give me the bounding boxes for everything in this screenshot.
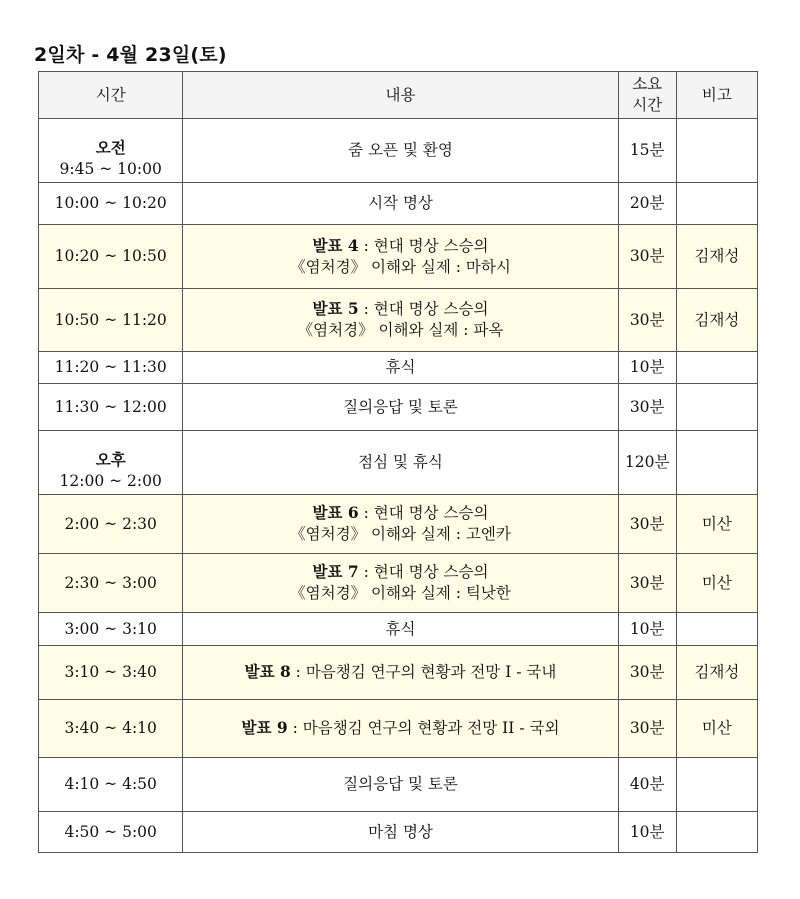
note-cell [676, 431, 757, 495]
table-row [39, 352, 758, 384]
content-line-2: 《염처경》 이해와 실제 : 고엔카 [290, 525, 511, 543]
time-cell: 3:00 ~ 3:10 [39, 613, 183, 646]
header-note: 비고 [676, 72, 757, 119]
content-cell: 휴식 [183, 613, 618, 646]
time-cell: 2:30 ~ 3:00 [39, 554, 183, 613]
table-row [39, 812, 758, 853]
header-duration: 소요 시간 [618, 72, 676, 119]
duration-cell: 30분 [618, 289, 676, 352]
presentation-label: 발표 5 [312, 299, 359, 319]
time-cell: 11:30 ~ 12:00 [39, 384, 183, 431]
content-line-1: : 현대 명상 스승의 [358, 300, 489, 319]
note-cell [676, 384, 757, 431]
content-cell [183, 554, 618, 613]
content-cell [183, 225, 618, 289]
content-line-2: 《염처경》 이해와 실제 : 마하시 [290, 257, 511, 276]
time-cell: 2:00 ~ 2:30 [39, 495, 183, 554]
duration-cell: 30분 [618, 554, 676, 613]
content-line-1: : 현대 명상 스승의 [358, 563, 489, 582]
content-line-1: : 현대 명상 스승의 [358, 504, 489, 523]
header-time: 시간 [39, 72, 183, 119]
note-cell: 김재성 [676, 225, 757, 289]
duration-cell: 30분 [618, 646, 676, 700]
note-cell [676, 758, 757, 812]
note-cell: 미산 [676, 495, 757, 554]
content-cell: 줌 오픈 및 환영 [183, 119, 618, 183]
table-row [39, 119, 758, 183]
duration-cell: 40분 [618, 758, 676, 812]
header-content: 내용 [183, 72, 618, 119]
presentation-label: 발표 4 [312, 235, 359, 255]
content-line-2: 《염처경》 이해와 실제 : 틱낫한 [290, 584, 511, 602]
content-cell: 점심 및 휴식 [183, 431, 618, 495]
table-row [39, 431, 758, 495]
time-range: 9:45 ~ 10:00 [59, 159, 162, 178]
duration-cell: 10분 [618, 352, 676, 384]
table-header-row [39, 72, 758, 119]
time-cell: 3:40 ~ 4:10 [39, 700, 183, 758]
duration-cell: 10분 [618, 812, 676, 853]
presentation-label: 발표 8 [244, 662, 291, 682]
content-cell: 휴식 [183, 352, 618, 384]
table-row [39, 554, 758, 613]
page-title: 2일차 - 4월 23일(토) [34, 44, 227, 66]
duration-cell: 10분 [618, 613, 676, 646]
time-cell: 11:20 ~ 11:30 [39, 352, 183, 384]
content-cell [183, 700, 618, 758]
content-line-1: : 마음챙김 연구의 현황과 전망 II - 국외 [287, 719, 560, 738]
period-label: 오후 [95, 449, 126, 469]
period-label: 오전 [95, 137, 126, 157]
time-cell: 4:50 ~ 5:00 [39, 812, 183, 853]
time-range: 12:00 ~ 2:00 [59, 471, 162, 490]
content-cell: 마침 명상 [183, 812, 618, 853]
duration-cell: 30분 [618, 495, 676, 554]
content-cell [183, 495, 618, 554]
presentation-label: 발표 9 [241, 718, 288, 738]
time-cell: 10:20 ~ 10:50 [39, 225, 183, 289]
content-line-2: 《염처경》 이해와 실제 : 파옥 [297, 321, 504, 339]
duration-cell: 20분 [618, 183, 676, 225]
table-row [39, 495, 758, 554]
duration-cell: 30분 [618, 225, 676, 289]
note-cell: 미산 [676, 700, 757, 758]
table-row [39, 646, 758, 700]
duration-cell: 30분 [618, 384, 676, 431]
time-cell: 10:50 ~ 11:20 [39, 289, 183, 352]
content-cell: 질의응답 및 토론 [183, 758, 618, 812]
time-cell [39, 431, 183, 495]
content-line-1: : 마음챙김 연구의 현황과 전망 I - 국내 [290, 663, 557, 682]
time-cell [39, 119, 183, 183]
table-row [39, 700, 758, 758]
table-row [39, 613, 758, 646]
table-row [39, 225, 758, 289]
time-cell: 10:00 ~ 10:20 [39, 183, 183, 225]
presentation-label: 발표 7 [312, 562, 359, 582]
content-cell: 시작 명상 [183, 183, 618, 225]
table-row [39, 384, 758, 431]
duration-cell: 30분 [618, 700, 676, 758]
note-cell [676, 119, 757, 183]
note-cell [676, 812, 757, 853]
content-line-1: : 현대 명상 스승의 [358, 236, 489, 255]
note-cell: 김재성 [676, 646, 757, 700]
content-cell [183, 646, 618, 700]
duration-cell: 120분 [618, 431, 676, 495]
table-row [39, 289, 758, 352]
content-cell [183, 289, 618, 352]
schedule-table [38, 71, 758, 853]
note-cell [676, 352, 757, 384]
presentation-label: 발표 6 [312, 503, 359, 523]
table-row [39, 758, 758, 812]
note-cell: 미산 [676, 554, 757, 613]
note-cell [676, 183, 757, 225]
content-cell: 질의응답 및 토론 [183, 384, 618, 431]
note-cell: 김재성 [676, 289, 757, 352]
table-row [39, 183, 758, 225]
note-cell [676, 613, 757, 646]
time-cell: 3:10 ~ 3:40 [39, 646, 183, 700]
duration-cell: 15분 [618, 119, 676, 183]
time-cell: 4:10 ~ 4:50 [39, 758, 183, 812]
